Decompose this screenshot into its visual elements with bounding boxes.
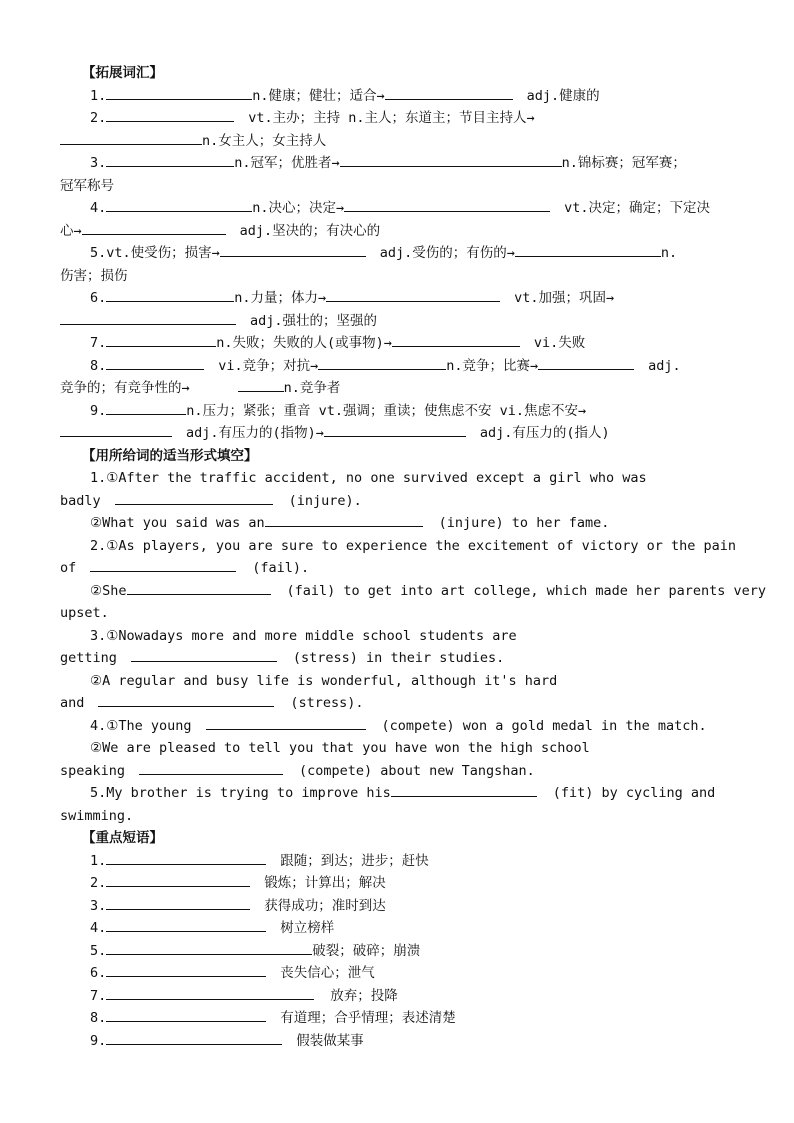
vocab-item-1: 1. n.健康；健壮；适合→ adj.健康的 bbox=[60, 85, 740, 108]
phrase-item: 3. 获得成功；准时到达 bbox=[60, 895, 740, 918]
answer-blank[interactable] bbox=[106, 1030, 282, 1045]
answer-blank[interactable] bbox=[344, 197, 550, 212]
section-title-phrases: 【重点短语】 bbox=[82, 830, 163, 846]
answer-blank[interactable] bbox=[385, 85, 513, 100]
answer-blank[interactable] bbox=[106, 400, 186, 415]
vocab-item-9: 9. n.压力；紧张；重音 vt.强调；重读；使焦虑不安 vi.焦虑不安→ bbox=[60, 400, 740, 423]
answer-blank[interactable] bbox=[127, 580, 271, 595]
fill-q2-line2: of (fail). bbox=[60, 557, 740, 580]
phrase-item: 5. 破裂；破碎；崩溃 bbox=[60, 940, 740, 963]
answer-blank[interactable] bbox=[106, 107, 234, 122]
vocab-item-2: 2. vt.主办；主持 n.主人；东道主；节目主持人→ bbox=[60, 107, 740, 130]
vocab-item-2-cont: n.女主人；女主持人 bbox=[60, 130, 740, 153]
answer-blank[interactable] bbox=[206, 715, 366, 730]
answer-blank[interactable] bbox=[238, 377, 284, 392]
phrase-item: 8. 有道理；合乎情理；表述清楚 bbox=[60, 1007, 740, 1030]
vocab-item-7: 7. n.失败；失败的人(或事物)→ vi.失败 bbox=[60, 332, 740, 355]
answer-blank[interactable] bbox=[82, 220, 226, 235]
vocab-item-6: 6. n.力量；体力→ vt.加强；巩固→ bbox=[60, 287, 740, 310]
fill-q4-part2-cont: speaking (compete) about new Tangshan. bbox=[60, 760, 740, 783]
answer-blank[interactable] bbox=[139, 760, 283, 775]
answer-blank[interactable] bbox=[106, 1007, 266, 1022]
section-title-fill: 【用所给词的适当形式填空】 bbox=[82, 447, 258, 464]
vocab-item-3: 3. n.冠军；优胜者→ n.锦标赛；冠军赛； bbox=[60, 152, 740, 175]
fill-q4-part2: ②We are pleased to tell you that you have won the high school bbox=[90, 740, 590, 756]
phrase-item: 1. 跟随；到达；进步；赶快 bbox=[60, 850, 740, 873]
fill-q3-part2-cont: and (stress). bbox=[60, 692, 740, 715]
fill-q4-line1: 4.①The young (compete) won a gold medal in the match. bbox=[60, 715, 740, 738]
fill-q1-line2: badly (injure). bbox=[60, 490, 740, 513]
answer-blank[interactable] bbox=[60, 422, 172, 437]
answer-blank[interactable] bbox=[106, 152, 234, 167]
fill-q3-part2: ②A regular and busy life is wonderful, although it's hard bbox=[90, 672, 558, 689]
answer-blank[interactable] bbox=[106, 85, 252, 100]
vocab-item-4: 4. n.决心；决定→ vt.决定；确定；下定决 bbox=[60, 197, 740, 220]
answer-blank[interactable] bbox=[340, 152, 562, 167]
answer-blank[interactable] bbox=[60, 130, 202, 145]
vocab-item-3-cont: 冠军称号 bbox=[60, 177, 114, 194]
fill-q2-part2: ②She (fail) to get into art college, which made her parents very bbox=[60, 580, 740, 603]
answer-blank[interactable] bbox=[324, 422, 466, 437]
answer-blank[interactable] bbox=[220, 242, 366, 257]
vocab-item-8: 8. vi.竞争；对抗→ n.竞争；比赛→ adj. bbox=[60, 355, 740, 378]
answer-blank[interactable] bbox=[106, 850, 266, 865]
answer-blank[interactable] bbox=[131, 647, 277, 662]
fill-q3-line2: getting (stress) in their studies. bbox=[60, 647, 740, 670]
fill-q1-part2: ②What you said was an (injure) to her fame. bbox=[60, 512, 740, 535]
answer-blank[interactable] bbox=[392, 332, 520, 347]
vocab-item-5-cont: 伤害；损伤 bbox=[60, 267, 128, 284]
answer-blank[interactable] bbox=[60, 310, 236, 325]
answer-blank[interactable] bbox=[98, 692, 274, 707]
phrase-item: 6. 丧失信心；泄气 bbox=[60, 962, 740, 985]
answer-blank[interactable] bbox=[115, 490, 273, 505]
answer-blank[interactable] bbox=[265, 512, 423, 527]
vocab-item-9-cont: adj.有压力的(指物)→ adj.有压力的(指人) bbox=[60, 422, 740, 445]
answer-blank[interactable] bbox=[538, 355, 634, 370]
answer-blank[interactable] bbox=[318, 355, 446, 370]
answer-blank[interactable] bbox=[326, 287, 500, 302]
fill-q2-part2-cont: upset. bbox=[60, 605, 109, 621]
answer-blank[interactable] bbox=[90, 557, 236, 572]
section-title-vocab: 【拓展词汇】 bbox=[82, 65, 163, 81]
answer-blank[interactable] bbox=[106, 872, 250, 887]
vocab-item-6-cont: adj.强壮的；坚强的 bbox=[60, 310, 740, 333]
answer-blank[interactable] bbox=[106, 962, 266, 977]
answer-blank[interactable] bbox=[106, 332, 216, 347]
answer-blank[interactable] bbox=[106, 355, 204, 370]
answer-blank[interactable] bbox=[391, 782, 537, 797]
answer-blank[interactable] bbox=[106, 197, 252, 212]
vocab-item-4-cont: 心→ adj.坚决的；有决心的 bbox=[60, 220, 740, 243]
answer-blank[interactable] bbox=[106, 895, 250, 910]
vocab-item-5: 5.vt.使受伤；损害→ adj.受伤的；有伤的→ n. bbox=[60, 242, 740, 265]
fill-q5-line2: swimming. bbox=[60, 807, 134, 824]
answer-blank[interactable] bbox=[106, 917, 266, 932]
phrase-item: 4. 树立榜样 bbox=[60, 917, 740, 940]
fill-q5-line1: 5.My brother is trying to improve his (fit) by cycling and bbox=[60, 782, 740, 805]
fill-q3-line1: 3.①Nowadays more and more middle school students are bbox=[90, 627, 517, 644]
answer-blank[interactable] bbox=[515, 242, 661, 257]
fill-q2-line1: 2.①As players, you are sure to experience the excitement of victory or the pain bbox=[90, 537, 737, 554]
worksheet bbox=[60, 62, 767, 1052]
fill-q1-line1: 1.①After the traffic accident, no one survived except a girl who was bbox=[90, 470, 647, 486]
answer-blank[interactable] bbox=[106, 985, 314, 1000]
phrase-item: 2. 锻炼；计算出；解决 bbox=[60, 872, 740, 895]
phrase-item: 9. 假装做某事 bbox=[60, 1030, 740, 1053]
answer-blank[interactable] bbox=[106, 287, 234, 302]
answer-blank[interactable] bbox=[106, 940, 312, 955]
vocab-item-8-cont: 竞争的；有竞争性的→ n.竞争者 bbox=[60, 377, 740, 400]
phrase-item: 7. 放弃；投降 bbox=[60, 985, 740, 1008]
